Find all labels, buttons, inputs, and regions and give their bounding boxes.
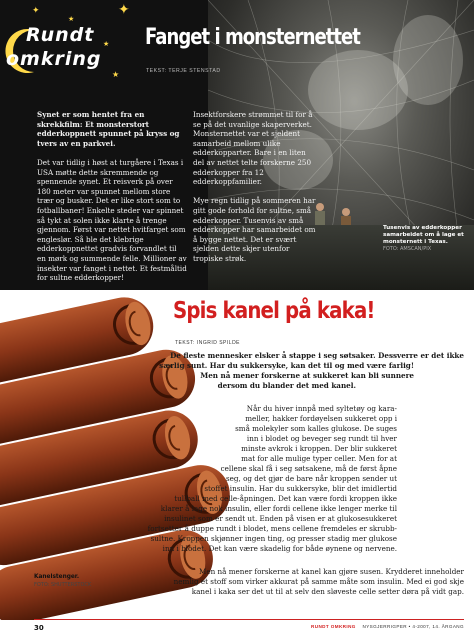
- star-icon: ★: [112, 70, 120, 79]
- article-2-byline: TEKST: INGRID SPILDE: [175, 340, 241, 346]
- body-line: mat for alle mulige typer celler. Men for at: [241, 454, 397, 463]
- body-line: inn i blodet. Det kan være skadelig for både øynene og nervene.: [162, 544, 397, 553]
- body-line: kanel i kaka ser det ut til at selv den sløveste celle setter døra på vidt gap.: [191, 587, 464, 596]
- intro-line: særlig sunt. Har du sukkersyke, kan det til og med være farlig!: [159, 361, 414, 370]
- photo-credit: FOTO: SHUTTERSTOCK: [34, 582, 92, 588]
- body-line: klarer å lage nok insulin, eller fordi cellene ikke lenger merke til: [160, 504, 397, 513]
- body-line: meller, hakker fordøyelsen sukkeret opp i: [245, 414, 397, 423]
- body-line: cellene skal få i seg søtsakene, må de først åpne: [220, 464, 397, 473]
- intro-line: Men nå mener forskerne at sukkeret kan bli sunnere: [200, 371, 414, 380]
- body-line: Når du hiver innpå med syltetøy og kara-: [246, 404, 397, 413]
- paragraph: Synet er som hentet fra en skrekkfilm: Et monsterstort edderkoppnett spunnet på kryss og tvers av en parkvei.: [37, 110, 180, 148]
- article-1-byline: TEKST: TERJE STENSTAD: [146, 68, 221, 74]
- caption-text: Kanelstenger.: [34, 574, 80, 580]
- body-line: tullball med celle-åpningen. Det kan være fordi kroppen ikke: [174, 494, 397, 503]
- footer-info: [311, 624, 464, 629]
- footer-issue: NYSGJERRIGPER • 4-2007, 14. ÅRGANG: [362, 624, 464, 629]
- article-1-headline: Fanget i monsternettet: [145, 25, 360, 50]
- footer-rule: [34, 619, 464, 620]
- caption-text: Tusenvis av edderkopper samarbeidet om å lage et monsternett i Texas.: [383, 225, 464, 245]
- body-line: små molekyler som kalles glukose. De suges: [235, 424, 397, 433]
- body-line: Men nå mener forskerne at kanel kan gjøre susen. Krydderet inneholder: [199, 567, 464, 576]
- body-line: fortsetter å duppe rundt i blodet, mens cellene fremdeles er skrubb-: [147, 524, 397, 533]
- body-line: insulinet som er sendt ut. Enden på visen er at glukosesukkeret: [164, 514, 397, 523]
- photo-credit: FOTO: AMSCAN/PIX: [383, 246, 432, 252]
- intro-line: dersom du blander det med kanel.: [217, 381, 356, 390]
- body-line: seg, og det gjør de bare når kroppen sender ut: [225, 474, 397, 483]
- cinnamon-caption: [34, 573, 91, 589]
- body-line: minste avkrok i kroppen. Der blir sukkeret: [241, 444, 397, 453]
- page-number: 30: [34, 624, 44, 632]
- star-icon: ★: [68, 15, 75, 23]
- paragraph: Insektforskere strømmet til for å se på det uvanlige skaperverket. Monsternettet var et sjeldent samarbeid mellom ulike edderkopparter. Bare i en liten del av nettet telte forskerne 250 edderkopper fra 12 edderkoppfamilier.: [193, 110, 313, 187]
- star-icon: ✦: [118, 2, 130, 18]
- body-line: nemlig et stoff som virker akkurat på samme måte som insulin. Med ei god skje: [173, 577, 464, 586]
- body-line: inn i blodet og beveger seg rundt til hver: [246, 434, 397, 443]
- intro-line: De fleste mennesker elsker å stappe i seg søtsaker. Dessverre er det ikke: [170, 351, 464, 360]
- paragraph: Mye regn tidlig på sommeren har gitt gode forhold for sultne, små edderkopper. Tusenvis av små edderkopper har samarbeidet om å bygge nettet. Det er svært sjelden dette skjer utenfor tropiske strøk.: [193, 196, 316, 263]
- logo-line-2: omkring: [6, 48, 102, 70]
- star-icon: ★: [103, 40, 110, 48]
- footer-brand: RUNDT OMKRING: [311, 624, 356, 629]
- body-line: stoffet insulin. Har du sukkersyke, blir det imidlertid: [204, 484, 397, 493]
- paragraph: Det var tidlig i høst at turgåere i Texas i USA møtte dette skremmende og spennende synet. Et reisverk på over 180 meter var spunnet mellom store trær og busker. Det er like stort som to fotballbaner! Enkelte steder var spinnet så tykt at solen ikke klarte å trenge gjennom. Først var nettet hvitfarget som engleslør. Så ble det klebrige edderkoppnettet gradvis forvandlet til en mørk og summende felle. Millioner av insekter var fanget i nettet. Et festmåltid for sultne edderkopper!: [37, 157, 187, 283]
- logo-line-1: Rundt: [26, 24, 95, 46]
- body-line: sultne. Kroppen skjønner ingen ting, og presser stadig mer glukose: [150, 534, 397, 543]
- article-2-headline: Spis kanel på kaka!: [173, 298, 375, 324]
- star-icon: ✦: [32, 6, 40, 16]
